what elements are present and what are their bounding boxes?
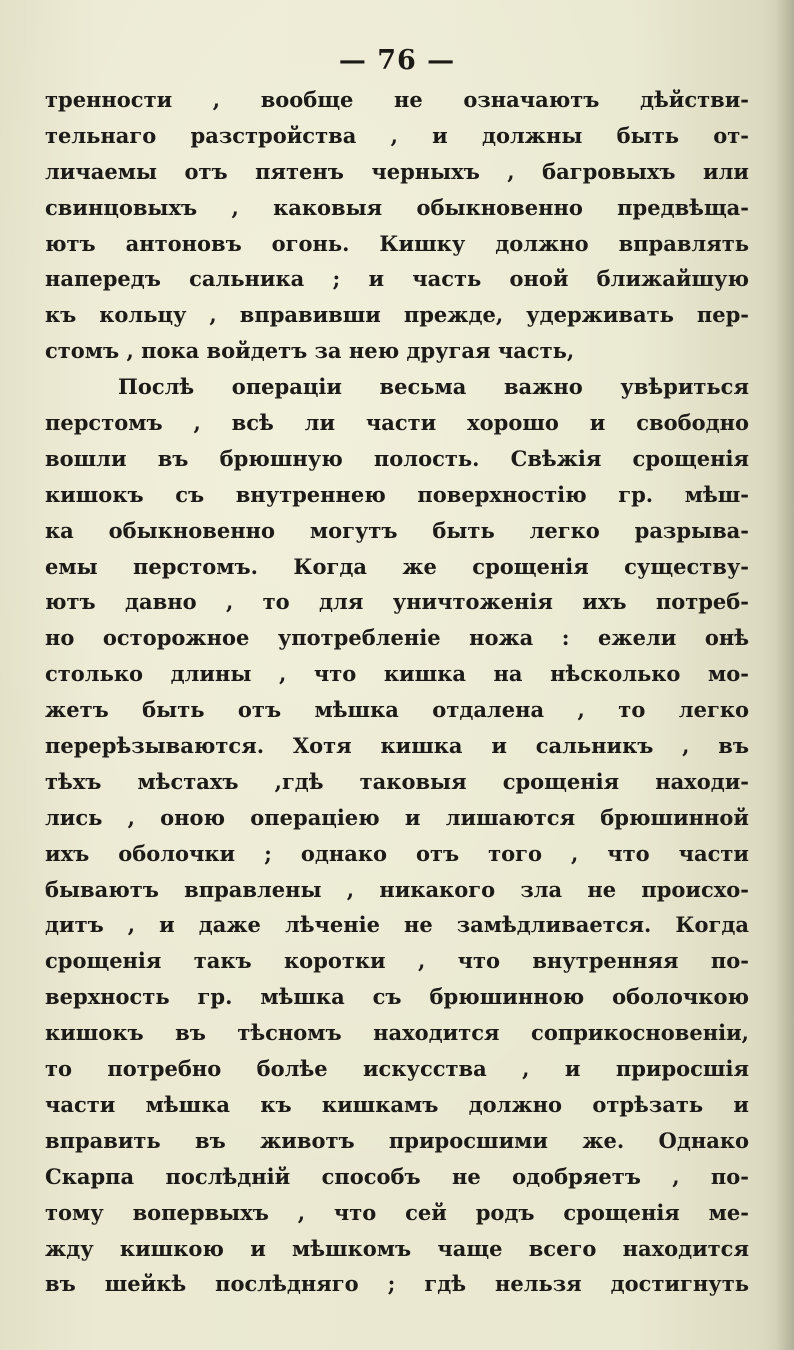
text-line: кишокъ съ внутреннею поверхностію гр. мѣш-	[45, 481, 749, 507]
text-line: напередъ сальника ; и часть оной ближайшую	[45, 266, 749, 292]
text-line: лись , оною операціею и лишаются брюшинной	[45, 804, 749, 830]
text-line: жетъ быть отъ мѣшка отдалена , то легко	[45, 697, 749, 723]
text-line: емы перстомъ. Когда же срощенія существу-	[45, 553, 749, 579]
text-line: перерѣзываются. Хотя кишка и сальникъ , въ	[45, 733, 749, 759]
text-line: перстомъ , всѣ ли части хорошо и свободно	[45, 410, 749, 436]
text-line: то потребно болѣе искусства , и приросшія	[45, 1056, 749, 1082]
page-number: — 76 —	[338, 45, 456, 76]
text-line: тѣхъ мѣстахъ ,гдѣ таковыя срощенія находи-	[45, 768, 749, 794]
text-line: верхность гр. мѣшка съ брюшинною оболочкою	[45, 984, 749, 1010]
text-line: Скарпа послѣдній способъ не одобряетъ , по-	[45, 1163, 749, 1189]
text-line: части мѣшка къ кишкамъ должно отрѣзать и	[45, 1091, 749, 1117]
text-line: ютъ давно , то для уничтоженія ихъ потреб-	[45, 589, 749, 615]
text-line: бываютъ вправлены , никакого зла не происхо-	[45, 876, 749, 902]
text-line: дитъ , и даже лѣченіе не замѣдливается. Когда	[45, 912, 749, 938]
text-line: кишокъ въ тѣсномъ находится соприкосновеніи,	[45, 1020, 749, 1046]
text-line: ка обыкновенно могутъ быть легко разрыва-	[45, 517, 749, 543]
text-line: свинцовыхъ , каковыя обыкновенно предвѣща-	[45, 194, 749, 220]
text-line: ихъ оболочки ; однако отъ того , что части	[45, 840, 749, 866]
text-line: ютъ антоновъ огонь. Кишку должно вправлять	[45, 230, 749, 256]
text-line: вправить въ животъ приросшими же. Однако	[45, 1127, 749, 1153]
text-line: столько длины , что кишка на нѣсколько мо-	[45, 661, 749, 687]
text-line: къ кольцу , вправивши прежде, удерживать пер-	[45, 302, 749, 328]
text-line: вошли въ брюшную полость. Свѣжія срощенія	[45, 445, 749, 471]
page-edge-shadow	[776, 0, 794, 1350]
paragraph-end-line: стомъ , пока войдетъ за нею другая часть,	[45, 338, 575, 364]
text-line: но осторожное употребленіе ножа : ежели онѣ	[45, 625, 749, 651]
text-line: тренности , вообще не означаютъ дѣйстви-	[45, 87, 749, 112]
text-line: въ шейкѣ послѣдняго ; гдѣ нельзя достигнуть	[45, 1271, 749, 1297]
paragraph-first-line: Послѣ операціи весьма важно увѣриться	[118, 374, 749, 400]
text-line: жду кишкою и мѣшкомъ чаще всего находится	[45, 1235, 749, 1261]
text-line: тельнаго разстройства , и должны быть от-	[45, 122, 749, 148]
text-line: тому вопервыхъ , что сей родъ срощенія ме-	[45, 1199, 749, 1225]
text-line: личаемы отъ пятенъ черныхъ , багровыхъ или	[45, 158, 749, 184]
body-text	[45, 82, 749, 1302]
text-line: срощенія такъ коротки , что внутренняя по-	[45, 948, 749, 974]
